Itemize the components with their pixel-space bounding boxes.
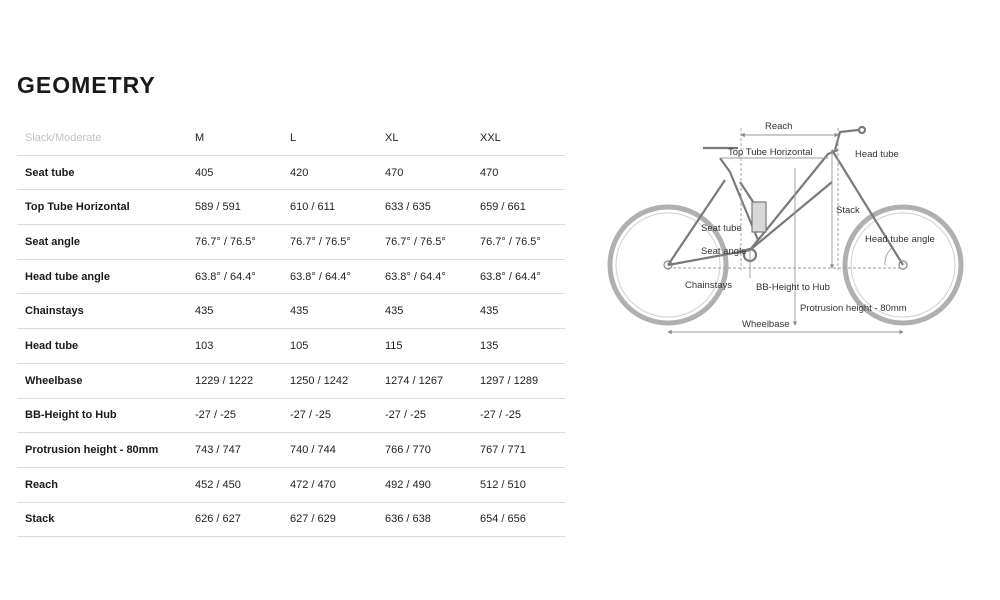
bike-geometry-diagram bbox=[600, 110, 980, 350]
cell-value: 659 / 661 bbox=[472, 190, 565, 225]
table-header-row bbox=[17, 121, 565, 155]
header-size-xxl: XXL bbox=[472, 121, 565, 155]
row-label: Protrusion height - 80mm bbox=[17, 433, 187, 468]
table-row bbox=[17, 294, 565, 329]
cell-value: 470 bbox=[377, 155, 472, 190]
cell-value: 767 / 771 bbox=[472, 433, 565, 468]
label-bb-height: BB-Height to Hub bbox=[756, 282, 830, 293]
cell-value: 472 / 470 bbox=[282, 467, 377, 502]
table-row bbox=[17, 398, 565, 433]
cell-value: 435 bbox=[377, 294, 472, 329]
cell-value: 76.7° / 76.5° bbox=[187, 225, 282, 260]
row-label: Top Tube Horizontal bbox=[17, 190, 187, 225]
cell-value: 435 bbox=[187, 294, 282, 329]
cell-value: 105 bbox=[282, 329, 377, 364]
cell-value: 135 bbox=[472, 329, 565, 364]
row-label: Seat angle bbox=[17, 225, 187, 260]
table-row bbox=[17, 155, 565, 190]
header-size-xl: XL bbox=[377, 121, 472, 155]
row-label: Stack bbox=[17, 502, 187, 537]
cell-value: 589 / 591 bbox=[187, 190, 282, 225]
label-stack: Stack bbox=[836, 205, 860, 216]
cell-value: 740 / 744 bbox=[282, 433, 377, 468]
cell-value: 492 / 490 bbox=[377, 467, 472, 502]
row-label: Seat tube bbox=[17, 155, 187, 190]
cell-value: 743 / 747 bbox=[187, 433, 282, 468]
table-row bbox=[17, 433, 565, 468]
label-top-tube: Top Tube Horizontal bbox=[728, 147, 813, 158]
label-reach: Reach bbox=[765, 121, 793, 132]
cell-value: 435 bbox=[282, 294, 377, 329]
row-label: Wheelbase bbox=[17, 363, 187, 398]
table-row bbox=[17, 502, 565, 537]
table-row bbox=[17, 467, 565, 502]
table-row bbox=[17, 329, 565, 364]
cell-value: 435 bbox=[472, 294, 565, 329]
cell-value: 63.8° / 64.4° bbox=[377, 259, 472, 294]
cell-value: 627 / 629 bbox=[282, 502, 377, 537]
label-seat-angle: Seat angle bbox=[701, 246, 747, 257]
cell-value: 626 / 627 bbox=[187, 502, 282, 537]
label-head-tube: Head tube bbox=[855, 149, 899, 160]
label-seat-tube: Seat tube bbox=[701, 223, 742, 234]
label-protrusion: Protrusion height - 80mm bbox=[800, 303, 907, 314]
cell-value: 766 / 770 bbox=[377, 433, 472, 468]
label-chainstays: Chainstays bbox=[685, 280, 732, 291]
cell-value: 1274 / 1267 bbox=[377, 363, 472, 398]
cell-value: -27 / -25 bbox=[472, 398, 565, 433]
cell-value: 63.8° / 64.4° bbox=[187, 259, 282, 294]
cell-value: -27 / -25 bbox=[187, 398, 282, 433]
cell-value: 633 / 635 bbox=[377, 190, 472, 225]
cell-value: 1229 / 1222 bbox=[187, 363, 282, 398]
label-head-tube-angle: Head tube angle bbox=[865, 234, 935, 245]
header-size-l: L bbox=[282, 121, 377, 155]
cell-value: 76.7° / 76.5° bbox=[282, 225, 377, 260]
cell-value: 63.8° / 64.4° bbox=[472, 259, 565, 294]
diagram-labels bbox=[685, 121, 935, 330]
cell-value: 512 / 510 bbox=[472, 467, 565, 502]
cell-value: -27 / -25 bbox=[282, 398, 377, 433]
cell-value: 610 / 611 bbox=[282, 190, 377, 225]
label-wheelbase: Wheelbase bbox=[742, 319, 790, 330]
table-row bbox=[17, 190, 565, 225]
row-label: Reach bbox=[17, 467, 187, 502]
cell-value: 63.8° / 64.4° bbox=[282, 259, 377, 294]
header-size-m: M bbox=[187, 121, 282, 155]
cell-value: 420 bbox=[282, 155, 377, 190]
cell-value: 452 / 450 bbox=[187, 467, 282, 502]
cell-value: 1250 / 1242 bbox=[282, 363, 377, 398]
cell-value: -27 / -25 bbox=[377, 398, 472, 433]
cell-value: 76.7° / 76.5° bbox=[377, 225, 472, 260]
cell-value: 636 / 638 bbox=[377, 502, 472, 537]
cell-value: 1297 / 1289 bbox=[472, 363, 565, 398]
cell-value: 470 bbox=[472, 155, 565, 190]
cell-value: 76.7° / 76.5° bbox=[472, 225, 565, 260]
cell-value: 654 / 656 bbox=[472, 502, 565, 537]
row-label: BB-Height to Hub bbox=[17, 398, 187, 433]
row-label: Head tube bbox=[17, 329, 187, 364]
table-row bbox=[17, 363, 565, 398]
row-label: Head tube angle bbox=[17, 259, 187, 294]
cell-value: 405 bbox=[187, 155, 282, 190]
row-label: Chainstays bbox=[17, 294, 187, 329]
header-mode-label: Slack/Moderate bbox=[17, 121, 187, 155]
geometry-table bbox=[17, 121, 565, 537]
table-row bbox=[17, 259, 565, 294]
page-title: GEOMETRY bbox=[17, 72, 156, 98]
cell-value: 103 bbox=[187, 329, 282, 364]
table-row bbox=[17, 225, 565, 260]
cell-value: 115 bbox=[377, 329, 472, 364]
